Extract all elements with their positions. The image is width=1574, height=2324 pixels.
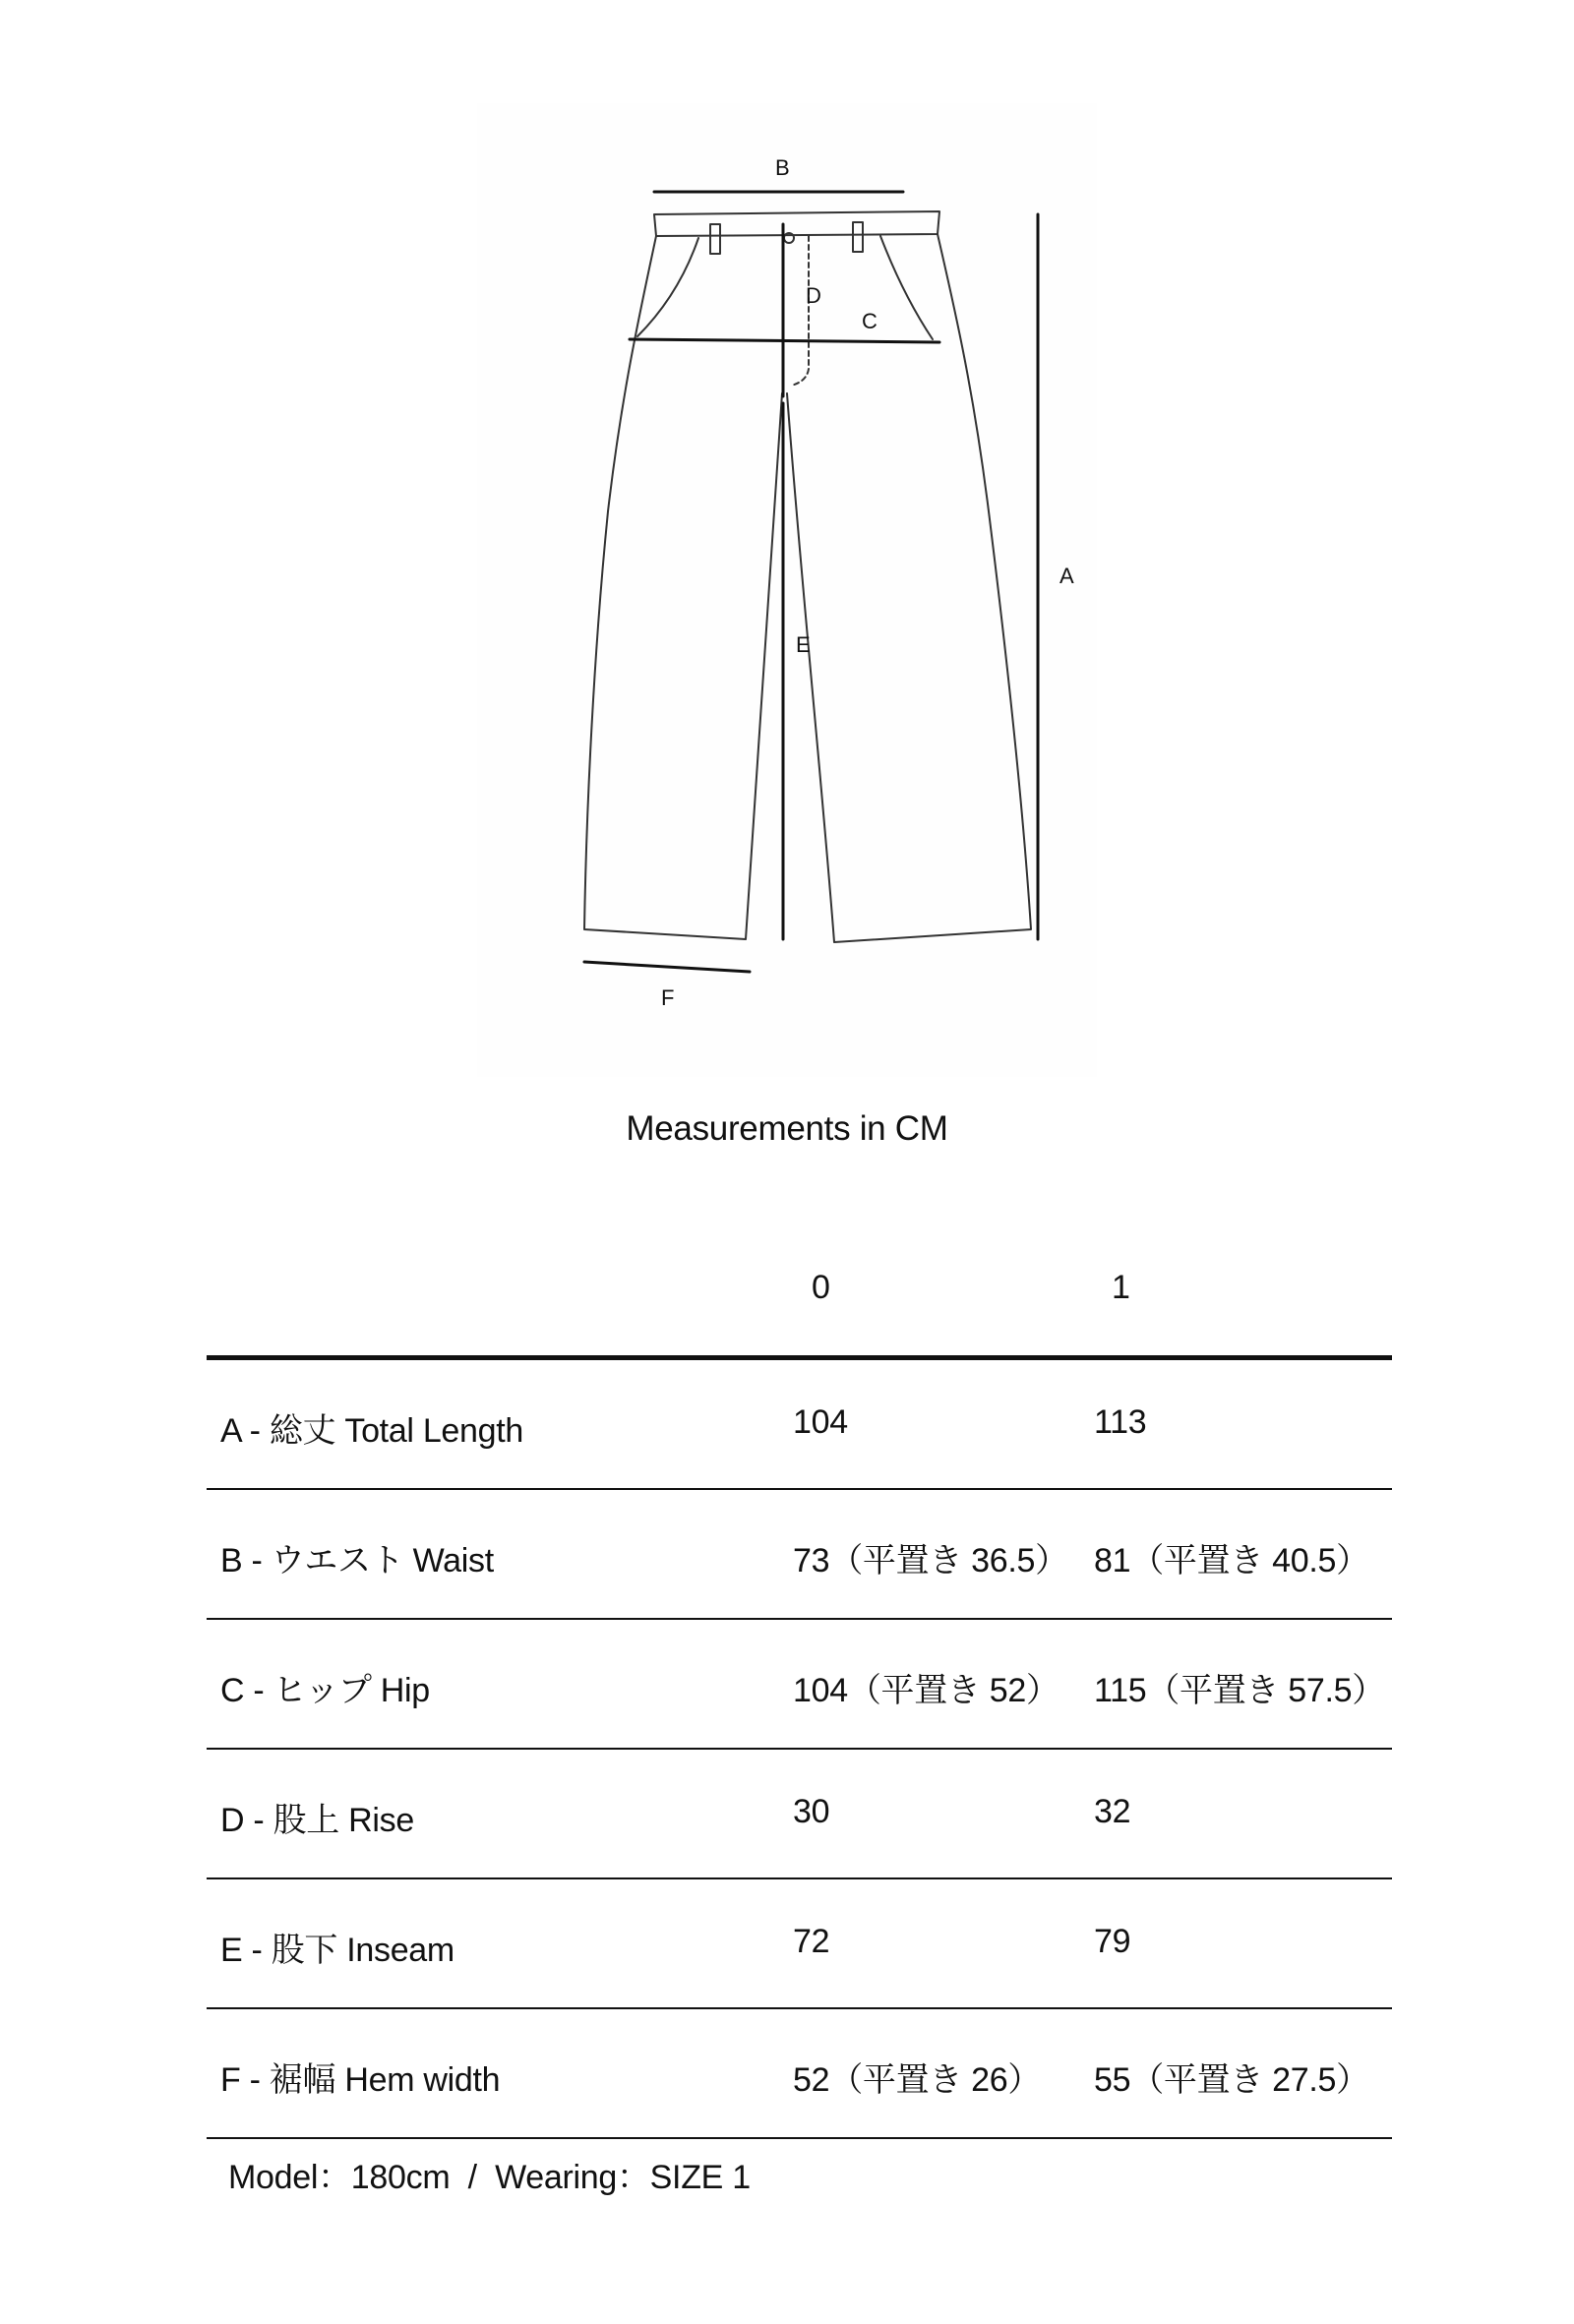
table-row xyxy=(207,2009,1392,2139)
header-size-1: 1 xyxy=(1112,1269,1130,1306)
row-label: B - ウエスト Waist xyxy=(220,1542,494,1579)
table-row xyxy=(207,1360,1392,1490)
pocket-left xyxy=(637,238,698,336)
label-e: E xyxy=(796,632,811,657)
row-value-size-0: 73（平置き 36.5） xyxy=(793,1542,1068,1579)
row-value-size-0: 72 xyxy=(793,1923,830,1960)
row-label: A - 総丈 Total Length xyxy=(220,1412,524,1450)
table-row xyxy=(207,1490,1392,1620)
row-value-size-1: 32 xyxy=(1094,1793,1131,1830)
row-value-size-1: 81（平置き 40.5） xyxy=(1094,1542,1369,1579)
label-f: F xyxy=(661,985,675,1010)
row-value-size-0: 104 xyxy=(793,1403,848,1441)
size-table xyxy=(207,1269,1392,2139)
row-value-size-0: 104（平置き 52） xyxy=(793,1672,1059,1709)
row-label: D - 股上 Rise xyxy=(220,1802,414,1839)
row-label: E - 股下 Inseam xyxy=(220,1932,454,1969)
row-value-size-0: 30 xyxy=(793,1793,830,1830)
label-b: B xyxy=(775,155,790,180)
label-c: C xyxy=(862,309,878,333)
header-size-0: 0 xyxy=(812,1269,830,1306)
model-note: Model：180cm / Wearing：SIZE 1 xyxy=(228,2159,751,2196)
pants-diagram xyxy=(0,0,1574,1082)
waistband-outline xyxy=(654,211,939,236)
table-row xyxy=(207,1750,1392,1879)
belt-loop-left xyxy=(710,224,720,254)
table-row xyxy=(207,1620,1392,1750)
row-value-size-1: 113 xyxy=(1094,1403,1147,1441)
belt-loop-right xyxy=(853,222,863,252)
row-value-size-0: 52（平置き 26） xyxy=(793,2061,1042,2099)
table-header xyxy=(207,1269,1392,1357)
row-value-size-1: 55（平置き 27.5） xyxy=(1094,2061,1369,2099)
row-label: C - ヒップ Hip xyxy=(220,1672,430,1709)
fly-stitch xyxy=(791,236,809,386)
label-d: D xyxy=(806,283,821,308)
measure-line-f xyxy=(584,962,750,972)
row-label: F - 裾幅 Hem width xyxy=(220,2061,501,2099)
table-row xyxy=(207,1879,1392,2009)
row-value-size-1: 115（平置き 57.5） xyxy=(1094,1672,1385,1709)
measurements-title: Measurements in CM xyxy=(626,1109,948,1148)
pocket-right xyxy=(880,236,933,339)
row-value-size-1: 79 xyxy=(1094,1923,1131,1960)
label-a: A xyxy=(1059,564,1074,588)
